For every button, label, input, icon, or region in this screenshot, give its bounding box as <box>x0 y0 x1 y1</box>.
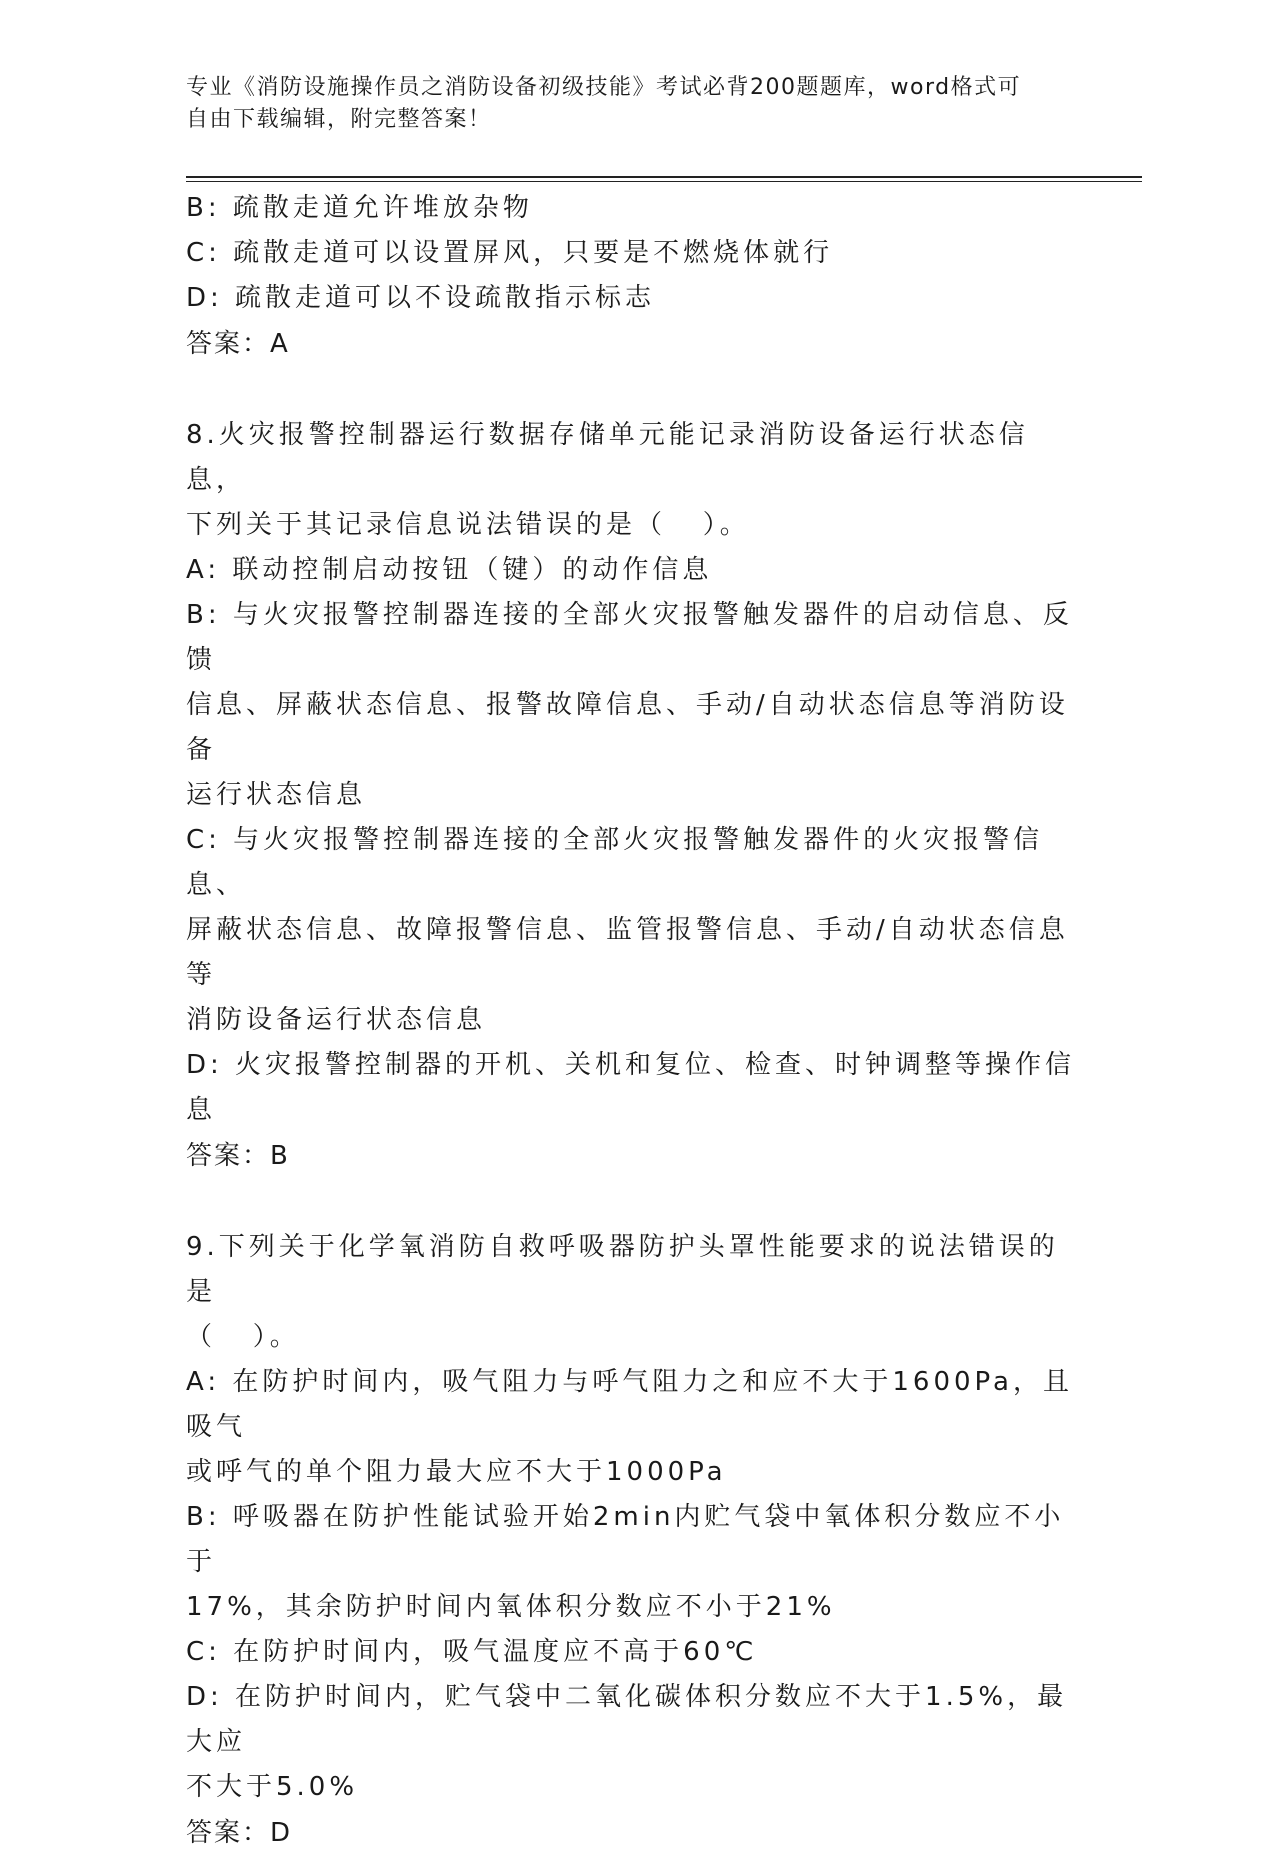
answer: 答案：B <box>186 1141 290 1171</box>
page-header <box>186 72 1086 136</box>
question-stem: 8.火灾报警控制器运行数据存储单元能记录消防设备运行状态信息， <box>186 420 1029 495</box>
option-b: B: 呼吸器在防护性能试验开始2min内贮气袋中氧体积分数应不小于 <box>186 1502 1065 1577</box>
option-a-cont: 或呼气的单个阻力最大应不大于1000Pa <box>186 1457 727 1487</box>
option-b-cont: 17%，其余防护时间内氧体积分数应不小于21% <box>186 1592 836 1622</box>
question-8 <box>186 413 1086 1179</box>
header-line-2: 自由下载编辑，附完整答案！ <box>186 107 492 132</box>
option-b-cont: 运行状态信息 <box>186 780 367 810</box>
option-b: B: 疏散走道允许堆放杂物 <box>186 193 533 223</box>
question-7-continued <box>186 186 1086 367</box>
option-d: D: 疏散走道可以不设疏散指示标志 <box>186 283 656 313</box>
answer: 答案：A <box>186 329 290 359</box>
header-divider-thick <box>186 176 1142 178</box>
document-body <box>186 186 1086 1856</box>
option-d: D: 火灾报警控制器的开机、关机和复位、检查、时钟调整等操作信息 <box>186 1050 1076 1125</box>
option-d: D: 在防护时间内，贮气袋中二氧化碳体积分数应不大于1.5%，最大应 <box>186 1682 1068 1757</box>
option-d-cont: 不大于5.0% <box>186 1772 359 1802</box>
option-c: C: 疏散走道可以设置屏风，只要是不燃烧体就行 <box>186 238 834 268</box>
option-b: B: 与火灾报警控制器连接的全部火灾报警触发器件的启动信息、反馈 <box>186 600 1073 675</box>
question-stem: 下列关于其记录信息说法错误的是（ ）。 <box>186 510 750 540</box>
option-a: A: 在防护时间内，吸气阻力与呼气阻力之和应不大于1600Pa，且吸气 <box>186 1367 1073 1442</box>
answer: 答案：D <box>186 1818 293 1848</box>
header-divider-thin <box>186 181 1142 182</box>
question-9 <box>186 1225 1086 1856</box>
option-c: C: 在防护时间内，吸气温度应不高于60℃ <box>186 1637 758 1667</box>
header-line-1: 专业《消防设施操作员之消防设备初级技能》考试必背200题题库，word格式可 <box>186 75 1022 100</box>
question-stem: （ ）。 <box>186 1322 300 1352</box>
option-a: A: 联动控制启动按钮（键）的动作信息 <box>186 555 713 585</box>
option-c-cont: 消防设备运行状态信息 <box>186 1005 487 1035</box>
question-stem: 9.下列关于化学氧消防自救呼吸器防护头罩性能要求的说法错误的是 <box>186 1232 1059 1307</box>
option-c-cont: 屏蔽状态信息、故障报警信息、监管报警信息、手动/自动状态信息等 <box>186 915 1069 990</box>
option-b-cont: 信息、屏蔽状态信息、报警故障信息、手动/自动状态信息等消防设备 <box>186 690 1069 765</box>
option-c: C: 与火灾报警控制器连接的全部火灾报警触发器件的火灾报警信息、 <box>186 825 1044 900</box>
